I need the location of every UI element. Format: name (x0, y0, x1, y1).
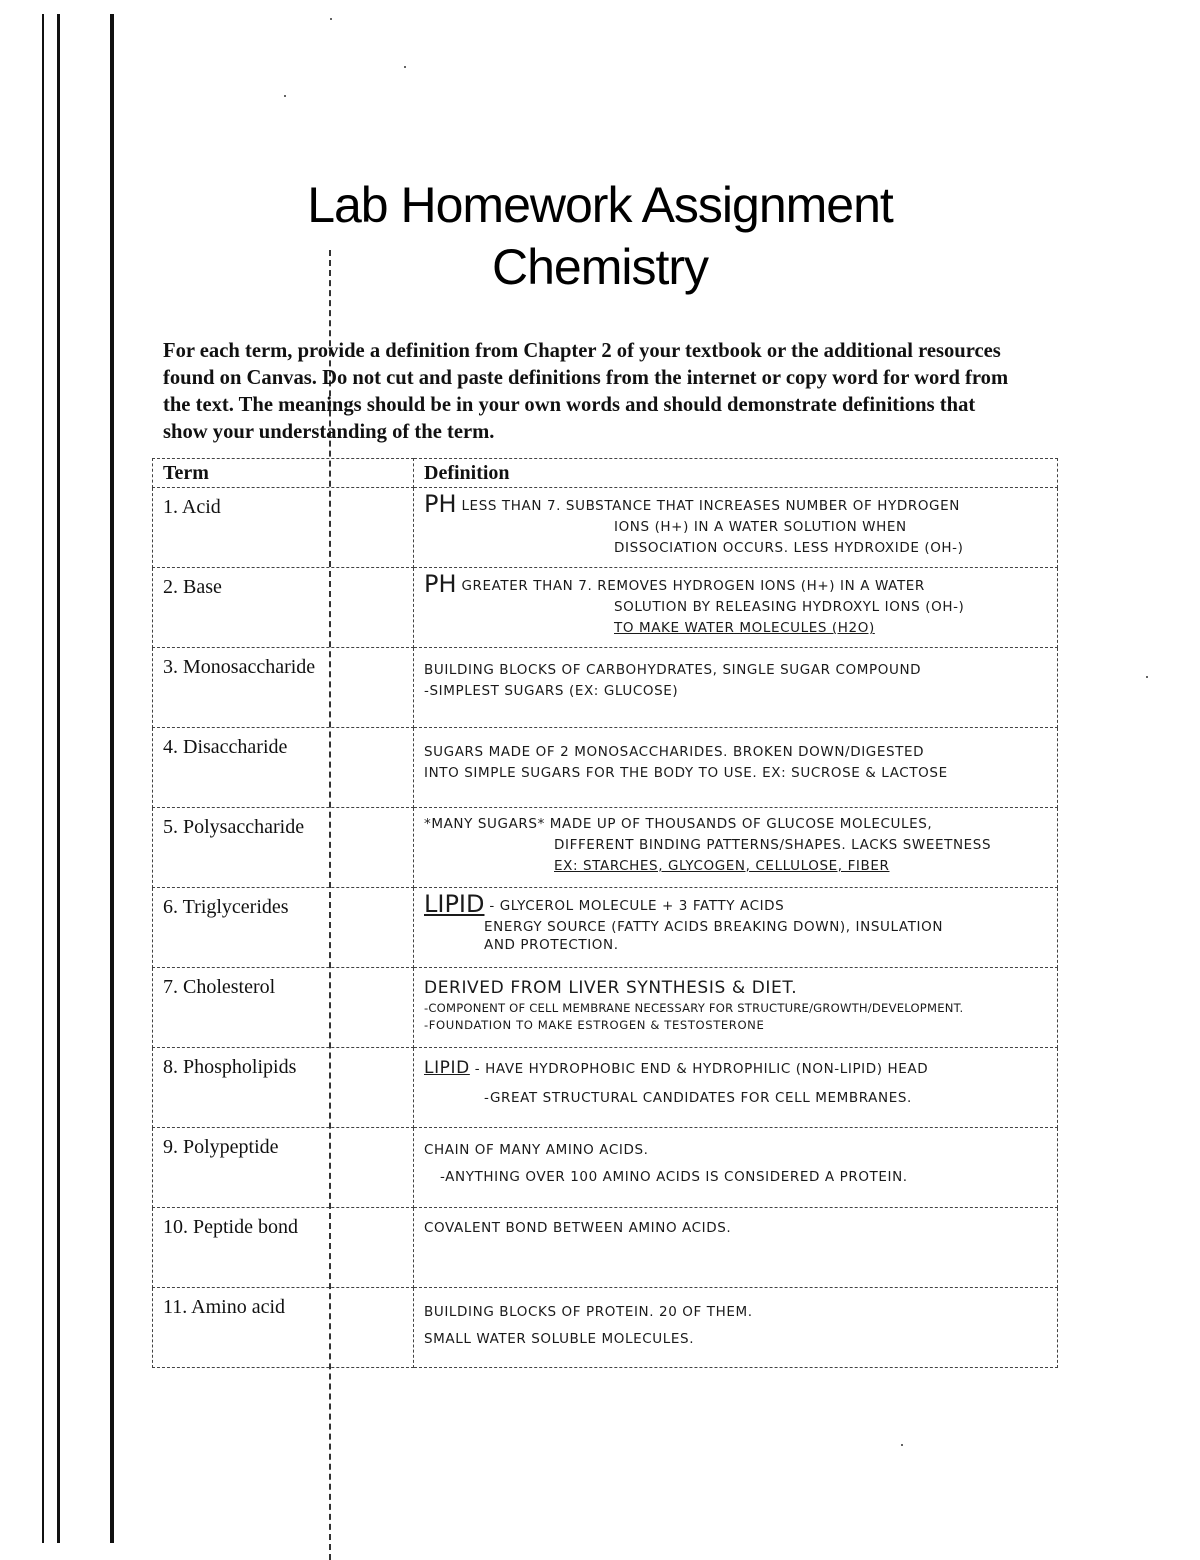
definition-cell[interactable] (414, 488, 1058, 568)
table-row (153, 808, 1058, 888)
definition-cell[interactable] (414, 728, 1058, 808)
table-row (153, 888, 1058, 968)
term-cell[interactable]: 3. Monosaccharide (153, 648, 414, 728)
page-title: Lab Homework Assignment (307, 177, 893, 233)
definition-line: CHAIN OF MANY AMINO ACIDS. (424, 1142, 649, 1158)
speck (284, 95, 286, 97)
table-row (153, 728, 1058, 808)
definition-line: -ANYTHING OVER 100 AMINO ACIDS IS CONSIDERED A PROTEIN. (440, 1169, 908, 1185)
definition-line: INTO SIMPLE SUGARS FOR THE BODY TO USE. EX: SUCROSE & LACTOSE (424, 765, 948, 781)
table-row (153, 1288, 1058, 1368)
table-row (153, 488, 1058, 568)
definition-text: GREATER THAN 7. REMOVES HYDROGEN IONS (H+) IN A WATER (461, 578, 925, 594)
definition-line (424, 890, 1053, 918)
definition-line: EX: STARCHES, GLYCOGEN, CELLULOSE, FIBER (554, 858, 890, 874)
definition-line: -GREAT STRUCTURAL CANDIDATES FOR CELL MEMBRANES. (484, 1090, 912, 1106)
definition-cell[interactable] (414, 648, 1058, 728)
definition-line: DERIVED FROM LIVER SYNTHESIS & DIET. (424, 978, 798, 998)
lead-word: PH (424, 490, 457, 518)
definition-line: AND PROTECTION. (484, 937, 619, 953)
definition-line: DISSOCIATION OCCURS. LESS HYDROXIDE (OH-) (614, 540, 964, 556)
lead-word: LIPID (424, 890, 485, 918)
table-row (153, 1128, 1058, 1208)
instructions-text: For each term, provide a definition from Chapter 2 of your textbook or the additional resources found on Canvas. Do not cut and paste definitions from the internet or copy word for word from the text. The meanings should be in your own words and should demonstrate definitions that show your understanding of the term. (163, 340, 1009, 443)
definition-line: TO MAKE WATER MOLECULES (H2O) (614, 620, 875, 636)
definition-line: SUGARS MADE OF 2 MONOSACCHARIDES. BROKEN DOWN/DIGESTED (424, 744, 925, 760)
definition-text: - HAVE HYDROPHOBIC END & HYDROPHILIC (NON-LIPID) HEAD (469, 1061, 929, 1077)
term-cell[interactable]: 10. Peptide bond (153, 1208, 414, 1288)
definition-line: *MANY SUGARS* MADE UP OF THOUSANDS OF GLUCOSE MOLECULES, (424, 816, 933, 832)
definition-line: IONS (H+) IN A WATER SOLUTION WHEN (614, 519, 907, 535)
definition-line: BUILDING BLOCKS OF CARBOHYDRATES, SINGLE SUGAR COMPOUND (424, 662, 922, 678)
definition-line (424, 1058, 1053, 1080)
speck (901, 1444, 903, 1446)
speck (404, 66, 406, 68)
term-cell[interactable]: 4. Disaccharide (153, 728, 414, 808)
term-cell[interactable]: 1. Acid (153, 488, 414, 568)
definition-cell[interactable] (414, 1208, 1058, 1288)
definition-cell[interactable] (414, 968, 1058, 1048)
definition-line (424, 490, 1053, 518)
terms-table (152, 458, 1058, 1368)
term-cell[interactable]: 9. Polypeptide (153, 1128, 414, 1208)
header-definition: Definition (414, 459, 1058, 488)
lead-word: PH (424, 570, 457, 598)
table-row (153, 648, 1058, 728)
term-cell[interactable]: 8. Phospholipids (153, 1048, 414, 1128)
definition-line (424, 570, 1053, 598)
speck (1146, 676, 1148, 678)
page-subtitle: Chemistry (491, 239, 709, 295)
definition-line: COVALENT BOND BETWEEN AMINO ACIDS. (424, 1220, 732, 1236)
header-term: Term (153, 459, 414, 488)
term-cell[interactable]: 2. Base (153, 568, 414, 648)
table-row (153, 1048, 1058, 1128)
speck (330, 18, 332, 20)
definition-cell[interactable] (414, 808, 1058, 888)
definition-line: BUILDING BLOCKS OF PROTEIN. 20 OF THEM. (424, 1304, 753, 1320)
term-cell[interactable]: 5. Polysaccharide (153, 808, 414, 888)
definition-line: ENERGY SOURCE (FATTY ACIDS BREAKING DOWN), INSULATION (484, 919, 944, 935)
definition-line: -FOUNDATION TO MAKE ESTROGEN & TESTOSTERONE (424, 1018, 765, 1032)
term-cell[interactable]: 7. Cholesterol (153, 968, 414, 1048)
lead-word: LIPID (424, 1058, 470, 1078)
definition-cell[interactable] (414, 568, 1058, 648)
term-cell[interactable]: 6. Triglycerides (153, 888, 414, 968)
definition-text: LESS THAN 7. SUBSTANCE THAT INCREASES NUMBER OF HYDROGEN (461, 498, 960, 514)
table-row (153, 1208, 1058, 1288)
definition-line: SOLUTION BY RELEASING HYDROXYL IONS (OH-) (614, 599, 965, 615)
definition-text: - GLYCEROL MOLECULE + 3 FATTY ACIDS (484, 898, 785, 914)
term-cell[interactable]: 11. Amino acid (153, 1288, 414, 1368)
definition-cell[interactable] (414, 888, 1058, 968)
definition-line: SMALL WATER SOLUBLE MOLECULES. (424, 1331, 695, 1347)
definition-line: DIFFERENT BINDING PATTERNS/SHAPES. LACKS SWEETNESS (554, 837, 992, 853)
table-header-row (153, 459, 1058, 488)
definition-cell[interactable] (414, 1288, 1058, 1368)
definition-cell[interactable] (414, 1048, 1058, 1128)
definition-line: -SIMPLEST SUGARS (EX: GLUCOSE) (424, 683, 679, 699)
table-row (153, 568, 1058, 648)
definition-line: -COMPONENT OF CELL MEMBRANE NECESSARY FOR STRUCTURE/GROWTH/DEVELOPMENT. (424, 1001, 964, 1015)
table-row (153, 968, 1058, 1048)
definition-cell[interactable] (414, 1128, 1058, 1208)
